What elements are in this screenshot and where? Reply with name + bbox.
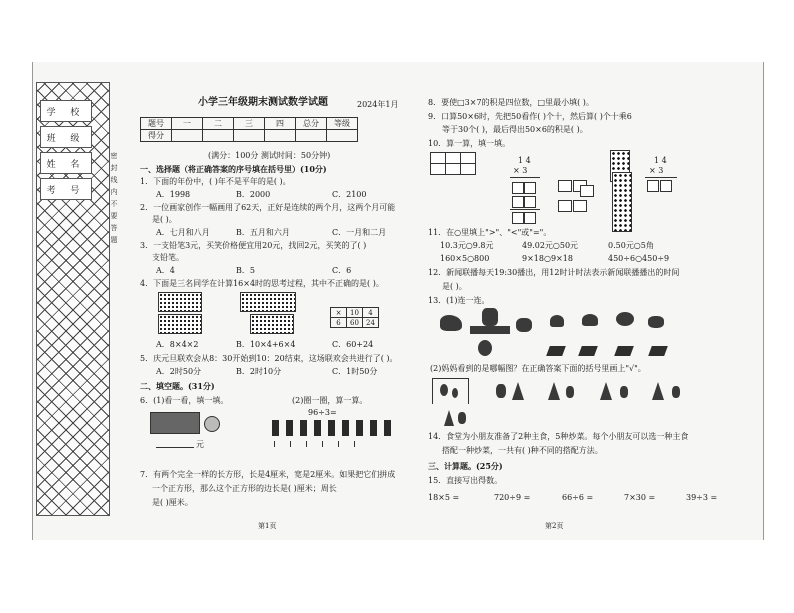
unit-cube <box>290 441 291 447</box>
q2-option-a: A．七月和八月 <box>156 228 210 237</box>
compare-5: 9×18○9×18 <box>522 254 573 263</box>
question-7-cont2: 是( )厘米。 <box>152 498 193 507</box>
q4-option-a: A．8×4×2 <box>156 340 199 349</box>
rooster-figure <box>440 315 462 331</box>
binding-column <box>36 82 110 516</box>
rabbit-figure <box>482 308 498 326</box>
mult-line <box>645 177 677 178</box>
compare-2: 49.02元○50元 <box>522 241 579 250</box>
ten-bar <box>300 420 307 436</box>
question-10: 10．算一算，填一填。 <box>428 139 511 148</box>
dot-array-a-bottom <box>158 314 202 334</box>
dot-array-a-top <box>158 292 202 312</box>
view-option-1 <box>550 315 564 327</box>
q5-option-b: B．2时10分 <box>236 367 282 376</box>
section3-heading: 三、计算题。(25分) <box>428 461 503 471</box>
table-cell: 60 <box>347 318 363 328</box>
question-3-cont: 支铅笔。 <box>152 253 184 262</box>
question-3: 3．一支铅笔3元，买笑价格便宜用20元，找回2元，买笑的了( ) <box>140 241 367 250</box>
answer-box <box>573 200 587 212</box>
ten-bar <box>286 420 293 436</box>
ten-bar <box>342 420 349 436</box>
score-header-cell: 四 <box>265 118 296 130</box>
answer-box <box>524 196 536 208</box>
calc-2: 720÷9 = <box>494 493 531 502</box>
vertical-mult-1-factor: × 3 <box>513 166 528 175</box>
mult-line <box>510 177 540 178</box>
q5-option-c: C．1时50分 <box>332 367 378 376</box>
cat-figure <box>516 318 532 332</box>
calc-3: 66÷6 = <box>562 493 594 502</box>
dot-array-b-bottom <box>250 314 294 334</box>
exam-date: 2024年1月 <box>357 100 399 109</box>
answer-picture-4 <box>672 386 680 398</box>
view-option-2 <box>582 314 598 326</box>
question-15: 15．直接写出得数。 <box>428 476 503 485</box>
mom-figure <box>440 384 448 396</box>
question-13: 13．(1)连一连。 <box>428 296 490 305</box>
answer-box <box>558 180 572 192</box>
score-cell <box>265 130 296 142</box>
answer-box <box>512 182 524 194</box>
view-option-3 <box>616 312 634 326</box>
vertical-mult-1-top: 1 4 <box>518 156 531 165</box>
page-number-right: 第2页 <box>545 522 564 530</box>
grid-cell <box>460 163 476 175</box>
page-title: 小学三年级期末测试数学试题 <box>198 97 328 108</box>
score-cell <box>172 130 203 142</box>
answer-box <box>512 212 524 224</box>
score-header-cell: 等级 <box>327 118 358 130</box>
ten-bar <box>328 420 335 436</box>
view-option-4 <box>648 316 664 328</box>
answer-box <box>647 180 659 192</box>
dot-tower-large <box>612 172 632 232</box>
name-field: 姓 名 <box>40 152 92 174</box>
question-13-part2: (2)妈妈看到的是哪幅图？在正确答案下面的括号里画上"√"。 <box>430 364 646 373</box>
score-header-cell: 题号 <box>141 118 172 130</box>
table-figure <box>470 326 510 334</box>
score-header-cell: 总分 <box>296 118 327 130</box>
score-header-cell: 三 <box>234 118 265 130</box>
q1-option-b: B．2000 <box>236 190 271 199</box>
answer-box <box>524 182 536 194</box>
q3-option-c: C．6 <box>332 266 352 275</box>
answer-box <box>524 212 536 224</box>
grid-cell <box>430 163 446 175</box>
question-4: 4．下面是三名同学在计算16×4时的思考过程，其中不正确的是( )。 <box>140 279 384 288</box>
question-6-part1: 6．(1)看一看，填一填。 <box>140 396 229 405</box>
q4-option-b: B．10×4+6×4 <box>236 340 296 349</box>
calc-4: 7×30 = <box>624 493 656 502</box>
score-cell <box>203 130 234 142</box>
answer-box <box>558 200 572 212</box>
q3-option-a: A．4 <box>156 266 175 275</box>
grid-cell <box>445 163 461 175</box>
table-cell: 10 <box>347 308 363 318</box>
q4-multiplication-table <box>330 307 379 328</box>
banknote-image <box>150 412 200 434</box>
q1-option-c: C．2100 <box>332 190 367 199</box>
unit-cube <box>354 441 355 447</box>
question-7: 7．有两个完全一样的长方形，长是4厘米，宽是2厘米。如果把它们拼成 <box>140 470 396 479</box>
unit-cube <box>338 441 339 447</box>
vertical-mult-2-top: 1 4 <box>654 156 667 165</box>
question-9: 9．口算50×6时，先把50看作( )个十，然后算( )个十乘6 <box>428 112 632 121</box>
calc-5: 39÷3 = <box>686 493 718 502</box>
frame-line <box>468 378 469 404</box>
frame-line <box>432 378 433 404</box>
q6-expression: 96÷3= <box>308 408 337 417</box>
section2-heading: 二、填空题。(31分) <box>140 381 215 391</box>
question-9-cont: 等于30个( )，最后得出50×6的积是( )。 <box>442 125 588 134</box>
ten-bar <box>356 420 363 436</box>
unit-cube <box>274 441 275 447</box>
class-field: 班 级 <box>40 126 92 148</box>
score-row-label: 得分 <box>141 130 172 142</box>
answer-picture-2 <box>566 386 574 398</box>
coin-image <box>204 416 220 432</box>
unit-cube <box>322 441 323 447</box>
q3-option-b: B．5 <box>236 266 255 275</box>
ten-bar <box>384 420 391 436</box>
score-header-cell: 一 <box>172 118 203 130</box>
exam-number-field: 考 号 <box>40 178 92 200</box>
question-12-cont: 是( )。 <box>442 282 467 291</box>
frame-line <box>432 378 468 379</box>
score-header-cell: 二 <box>203 118 234 130</box>
mult-line <box>510 209 540 210</box>
table-cell: 24 <box>363 318 379 328</box>
section1-heading: 一、选择题（将正确答案的序号填在括号里）(10分) <box>140 164 327 174</box>
q4-option-c: C．60+24 <box>332 340 374 349</box>
score-cell <box>296 130 327 142</box>
table-cell: 6 <box>331 318 347 328</box>
q6-answer-line <box>156 447 194 448</box>
q1-option-a: A．1998 <box>156 190 191 199</box>
question-1: 1．下面的年份中，( )年不是平年的是( )。 <box>140 177 291 186</box>
q2-option-c: C．一月和二月 <box>332 228 387 237</box>
answer-box <box>512 196 524 208</box>
compare-4: 160×5○800 <box>440 254 490 263</box>
question-12: 12．新闻联播每天19:30播出，用12时计时法表示新闻联播播出的时间 <box>428 268 680 277</box>
table-cell: × <box>331 308 347 318</box>
q2-option-b: B．五月和六月 <box>236 228 290 237</box>
answer-box <box>580 185 594 197</box>
calc-1: 18×5 = <box>428 493 460 502</box>
child-figure <box>458 412 466 424</box>
score-cell <box>327 130 358 142</box>
question-6-part2: (2)圈一圈，算一算。 <box>292 396 368 405</box>
compare-1: 10.3元○9.8元 <box>440 241 494 250</box>
child-figure <box>452 388 458 398</box>
table-cell: 4 <box>363 308 379 318</box>
question-7-cont: 一个正方形，那么这个正方形的边长是( )厘米；周长 <box>152 484 337 493</box>
answer-picture-3 <box>620 386 628 398</box>
page-number-left: 第1页 <box>258 522 277 530</box>
question-5: 5．庆元旦联欢会从8：30开始到10：20结束，这场联欢会共进行了( )。 <box>140 354 398 363</box>
q5-option-a: A．2时50分 <box>156 367 202 376</box>
dot-array-b-top <box>240 292 296 312</box>
answer-box <box>660 180 672 192</box>
question-14: 14．食堂为小朋友准备了2种主食，5种炒菜。每个小朋友可以选一种主食 <box>428 432 689 441</box>
score-cell <box>234 130 265 142</box>
ten-bar <box>314 420 321 436</box>
ten-bar <box>370 420 377 436</box>
answer-picture-1 <box>496 384 506 398</box>
question-2-cont: 是( )。 <box>152 215 177 224</box>
compare-3: 0.50元○5角 <box>608 241 654 250</box>
ten-bar <box>272 420 279 436</box>
score-table <box>140 117 358 142</box>
vertical-mult-2-factor: × 3 <box>649 166 664 175</box>
dog-figure <box>478 340 492 356</box>
exam-info: (满分：100分 测试时间：50分钟) <box>208 151 331 160</box>
question-2: 2．一位画家创作一幅画用了62天，正好是连续的两个月，这两个月可能 <box>140 203 396 212</box>
q6-unit: 元 <box>196 440 204 449</box>
compare-6: 450÷6○450÷9 <box>608 254 670 263</box>
unit-cube <box>306 441 307 447</box>
school-field: 学 校 <box>40 100 92 122</box>
binding-warning: 密 封 线 内 不 要 答 题 <box>110 152 118 244</box>
question-8: 8．要使□3×7的积是四位数，□里最小填( )。 <box>428 98 594 107</box>
question-11: 11．在○里填上">"、"<"或"="。 <box>428 228 552 237</box>
question-14-cont: 搭配一种炒菜，一共有( )种不同的搭配方法。 <box>442 446 603 455</box>
